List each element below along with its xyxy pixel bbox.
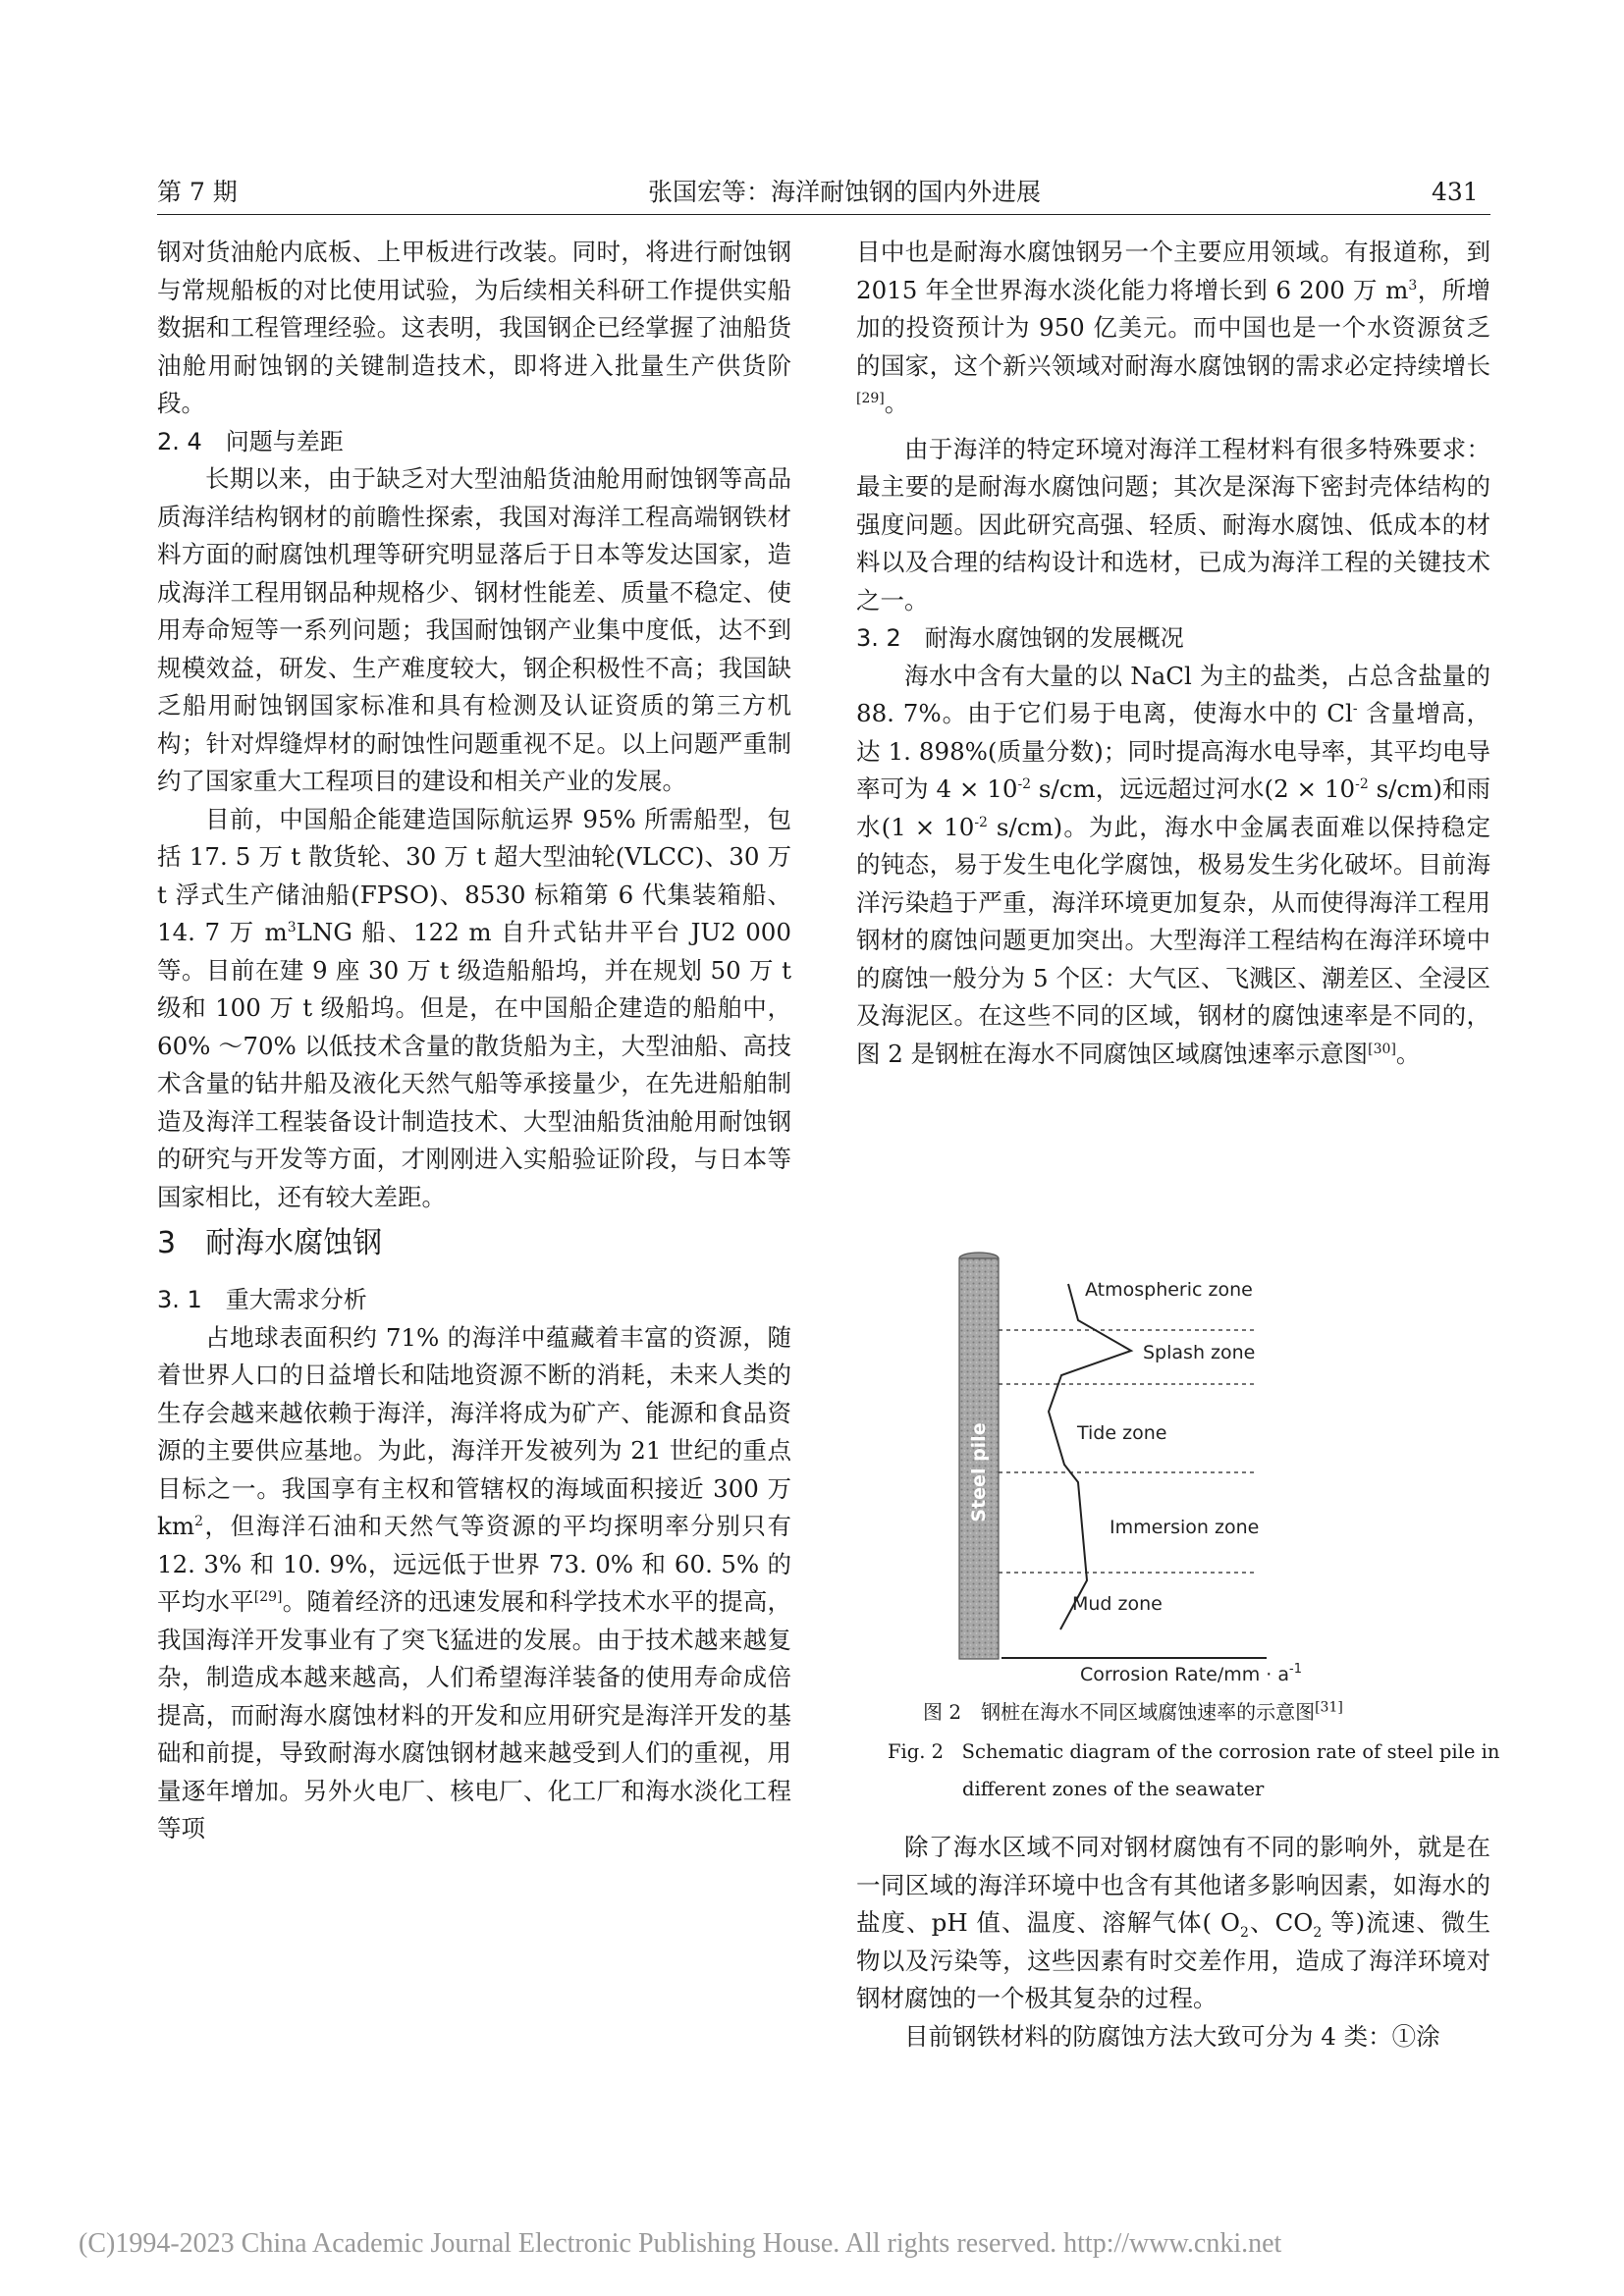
x-axis-label: Corrosion Rate/mm · $a^{-1}$ (1080, 1662, 1302, 1685)
page-number: 431 (1432, 178, 1479, 206)
running-header-title: 张国宏等：海洋耐蚀钢的国内外进展 (648, 178, 1042, 206)
zone-label-atmospheric: Atmospheric zone (1085, 1279, 1253, 1301)
paragraph: 目前，中国船企能建造国际航运界 95% 所需船型，包括 17. 5 万 t 散货轮、30 万 t 超大型油轮(VLCC)、30 万 t 浮式生产储油船(FPSO)、8530 标箱第 6 代集装箱船、14. 7 万 $m^3LNG$ 船、122 m 自升式钻井平台 JU2 000 等。目前在建 9 座 30 万 t 级造船船坞，并在规划 50 万 t 级和 100 万 t 级船坞。但是，在中国船企建造的船舶中，60% ～70% 以低技术含量的散货船为主，大型油船、高技术含量的钻井船及液化天然气船等承接量少，在先进船舶制造及海洋工程装备设计制造技术、大型油船货油舱用耐蚀钢的研究与开发等方面，才刚刚进入实船验证阶段，与日本等国家相比，还有较大差距。 (157, 804, 791, 1211)
citation: [30] (1368, 1041, 1396, 1057)
paragraph: 目中也是耐海水腐蚀钢另一个主要应用领域。有报道称，到 2015 年全世界海水淡化能力将增长到 6 200 万 $m^3$，所增加的投资预计为 950 亿美元。而中国也是一个水资源贫乏的国家，这个新兴领域对耐海水腐蚀钢的需求必定持续增长[29]。 (856, 238, 1490, 417)
zone-label-splash: Splash zone (1143, 1342, 1256, 1363)
right-column-upper (856, 234, 1490, 1073)
paragraph: 钢对货油舱内底板、上甲板进行改装。同时，将进行耐蚀钢与常规船板的对比使用试验，为后续相关科研工作提供实船数据和工程管理经验。这表明，我国钢企已经掌握了油船货油舱用耐蚀钢的关键制造技术，即将进入批量生产供货阶段。 (157, 238, 791, 417)
right-column-lower (856, 1829, 1490, 2056)
paragraph: 占地球表面积约 71% 的海洋中蕴藏着丰富的资源，随着世界人口的日益增长和陆地资源不断的消耗，未来人类的生存会越来越依赖于海洋，海洋将成为矿产、能源和食品资源的主要供应基地。为此，海洋开发被列为 21 世纪的重点目标之一。我国享有主权和管辖权的海域面积接近 300 万 $km^2$，但海洋石油和天然气等资源的平均探明率分别只有 12. 3% 和 10. 9%，远远低于世界 73. 0% 和 60. 5% 的平均水平[29]。随着经济的迅速发展和科学技术水平的提高，我国海洋开发事业有了突飞猛进的发展。由于技术越来越复杂，制造成本越来越高，人们希望海洋装备的使用寿命成倍提高，而耐海水腐蚀材料的开发和应用研究是海洋开发的基础和前提，导致耐海水腐蚀钢材越来越受到人们的重视，用量逐年增加。另外火电厂、核电厂、化工厂和海水淡化工程等项 (157, 1322, 792, 1842)
figure-2-diagram (943, 1247, 1492, 1688)
zone-label-immersion: Immersion zone (1110, 1517, 1260, 1538)
citation: [29] (253, 1588, 283, 1605)
corrosion-rate-curve (1049, 1284, 1131, 1629)
zone-label-mud: Mud zone (1072, 1593, 1163, 1615)
section-heading-3-1: 3. 1 重大需求分析 (157, 1286, 367, 1313)
paragraph: 目前钢铁材料的防腐蚀方法大致可分为 4 类：①涂 (904, 2021, 1440, 2051)
citation: [29] (856, 390, 885, 406)
steel-pile-label: Steel pile (968, 1422, 990, 1522)
paragraph: 由于海洋的特定环境对海洋工程材料有很多特殊要求：最主要的是耐海水腐蚀问题；其次是深海下密封壳体结构的强度问题。因此研究高强、轻质、耐海水腐蚀、低成本的材料以及合理的结构设计和选材，已成为海洋工程的关键技术之一。 (856, 434, 1490, 614)
figure-caption-cn: 图 2 钢桩在海水不同区域腐蚀速率的示意图[31] (923, 1699, 1343, 1724)
citation: [31] (1315, 1699, 1343, 1716)
left-column (157, 234, 791, 1848)
header-rule (157, 214, 1490, 215)
paragraph: 除了海水区域不同对钢材腐蚀有不同的影响外，就是在一同区域的海洋环境中也含有其他诸多影响因素，如海水的盐度、pH 值、温度、溶解气体( $O_2$、$CO_2$ 等)流速、微生物以及污染等，这些因素有时交差作用，造成了海洋环境对钢材腐蚀的一个极其复杂的过程。 (856, 1833, 1490, 2012)
paragraph: 海水中含有大量的以 NaCl 为主的盐类，占总含盐量的 88. 7%。由于它们易于电离，使海水中的 Cl- 含量增高，达 1. 898%(质量分数)；同时提高海水电导率，其平均电导率可为 $4 \times 10^{-2}$ s/cm，远远超过河水($2 \times 10^{-2}$ s/cm)和雨水($1 \times 10^{-2}$ s/cm)。为此，海水中金属表面难以保持稳定的钝态，易于发生电化学腐蚀，极易发生劣化破坏。目前海洋污染趋于严重，海洋环境更加复杂，从而使得海洋工程用钢材的腐蚀问题更加突出。大型海洋工程结构在海洋环境中的腐蚀一般分为 5 个区：大气区、飞溅区、潮差区、全浸区及海泥区。在这些不同的区域，钢材的腐蚀速率是不同的，图 2 是钢桩在海水不同腐蚀区域腐蚀速率示意图[30]。 (856, 661, 1490, 1068)
figure-caption-en: Fig. 2 Schematic diagram of the corrosion rate of steel pile in different zones of the seawater (888, 1740, 1500, 1800)
section-heading-3: 3 耐海水腐蚀钢 (157, 1226, 383, 1260)
paragraph: 长期以来，由于缺乏对大型油船货油舱用耐蚀钢等高品质海洋结构钢材的前瞻性探索，我国对海洋工程高端钢铁材料方面的耐腐蚀机理等研究明显落后于日本等发达国家，造成海洋工程用钢品种规格少、钢材性能差、质量不稳定、使用寿命短等一系列问题；我国耐蚀钢产业集中度低，达不到规模效益，研发、生产难度较大，钢企积极性不高；我国缺乏船用耐蚀钢国家标准和具有检测及认证资质的第三方机构；针对焊缝焊材的耐蚀性问题重视不足。以上问题严重制约了国家重大工程项目的建设和相关产业的发展。 (157, 464, 791, 795)
section-heading-3-2: 3. 2 耐海水腐蚀钢的发展概况 (856, 624, 1184, 652)
section-heading-2-4: 2. 4 问题与差距 (157, 427, 344, 455)
copyright-footer: (C)1994-2023 China Academic Journal Electronic Publishing House. All rights reserved. http://www.cnki.net (79, 2228, 1282, 2259)
zone-label-tide: Tide zone (1077, 1422, 1167, 1444)
running-header-issue: 第 7 期 (157, 178, 238, 206)
